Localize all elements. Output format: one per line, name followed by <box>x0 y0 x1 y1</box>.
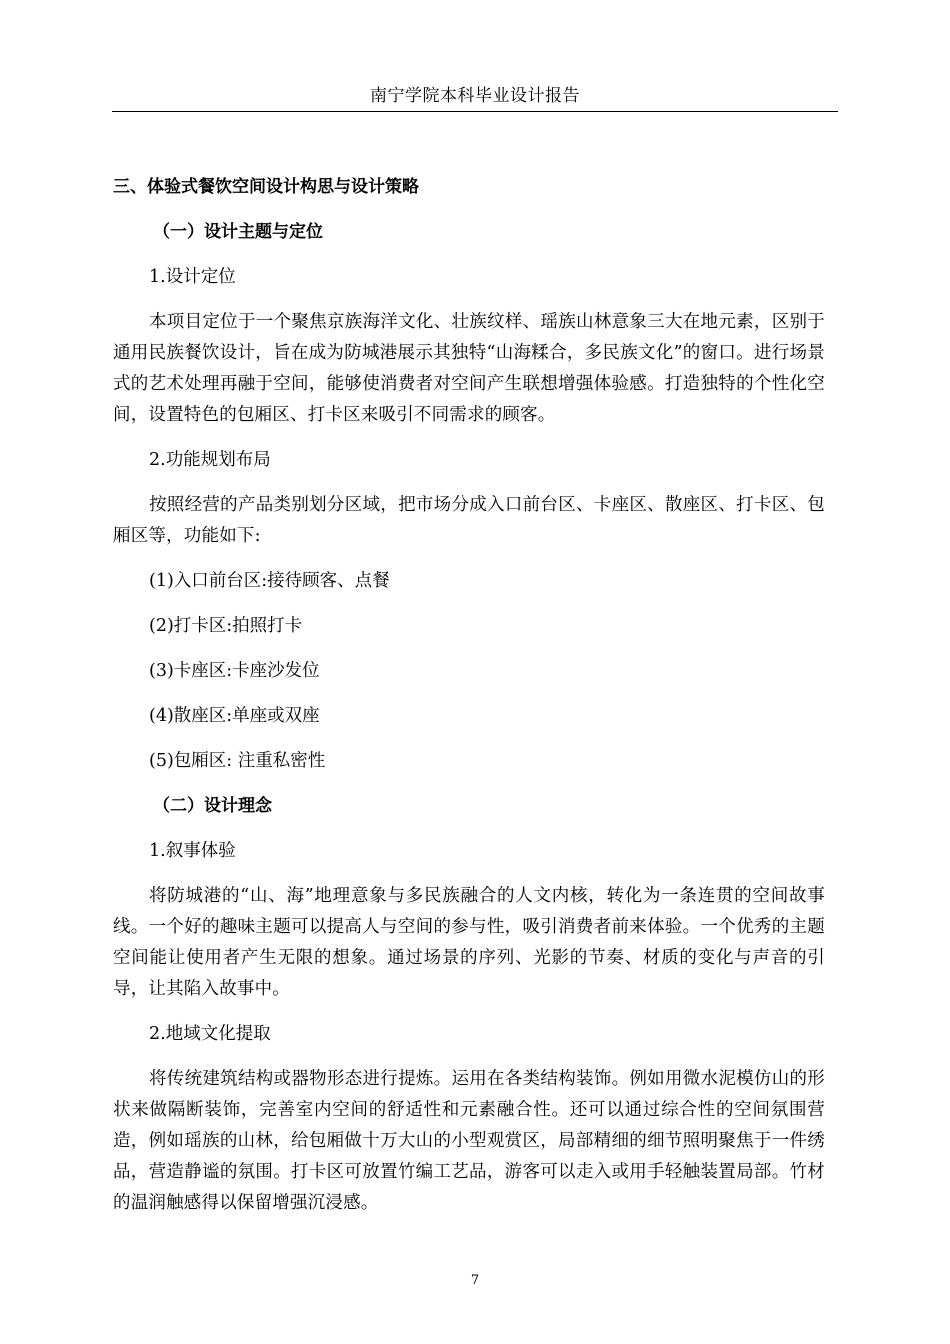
item-heading-culture: 2.地域文化提取 <box>149 1024 271 1044</box>
subsection-heading-concept: （二）设计理念 <box>153 796 272 816</box>
page-body <box>113 160 825 1233</box>
header-divider <box>112 111 838 112</box>
item-heading-narrative: 1.叙事体验 <box>149 841 236 861</box>
section-heading: 三、体验式餐饮空间设计构思与设计策略 <box>113 177 419 197</box>
paragraph-narrative: 将防城港的“山、海”地理意象与多民族融合的人文内核，转化为一条连贯的空间故事线。一个好的趣味主题可以提高人与空间的参与性，吸引消费者前来体验。一个优秀的主题空间能让使用者产生无限的想象。通过场景的序列、光影的节奏、材质的变化与声音的引导，让其陷入故事中。 <box>113 886 825 999</box>
running-header: 南宁学院本科毕业设计报告 <box>370 86 580 106</box>
paragraph-layout: 按照经营的产品类别划分区域，把市场分成入口前台区、卡座区、散座区、打卡区、包厢区等，功能如下: <box>113 495 825 546</box>
item-heading-positioning: 1.设计定位 <box>149 267 236 287</box>
subsection-heading-theme: （一）设计主题与定位 <box>153 222 323 242</box>
paragraph-culture: 将传统建筑结构或器物形态进行提炼。运用在各类结构装饰。例如用微水泥模仿山的形状来做隔断装饰，完善室内空间的舒适性和元素融合性。还可以通过综合性的空间氛围营造，例如瑶族的山林，给包厢做十万大山的小型观赏区，局部精细的细节照明聚焦于一件绣品，营造静谧的氛围。打卡区可放置竹编工艺品，游客可以走入或用手轻触装置局部。竹材的温润触感得以保留增强沉浸感。 <box>113 1069 825 1213</box>
item-heading-layout: 2.功能规划布局 <box>149 450 271 470</box>
list-item: (1)入口前台区:接待顾客、点餐 <box>149 571 390 591</box>
paragraph-positioning: 本项目定位于一个聚焦京族海洋文化、壮族纹样、瑶族山林意象三大在地元素，区别于通用民族餐饮设计，旨在成为防城港展示其独特“山海糅合，多民族文化”的窗口。进行场景式的艺术处理再融于空间，能够使消费者对空间产生联想增强体验感。打造独特的个性化空间，设置特色的包厢区、打卡区来吸引不同需求的顾客。 <box>113 312 825 425</box>
list-item: (3)卡座区:卡座沙发位 <box>149 661 320 681</box>
list-item: (5)包厢区: 注重私密性 <box>149 751 326 771</box>
list-item: (2)打卡区:拍照打卡 <box>149 616 303 636</box>
list-item: (4)散座区:单座或双座 <box>149 706 320 726</box>
page-number: 7 <box>470 1273 480 1288</box>
